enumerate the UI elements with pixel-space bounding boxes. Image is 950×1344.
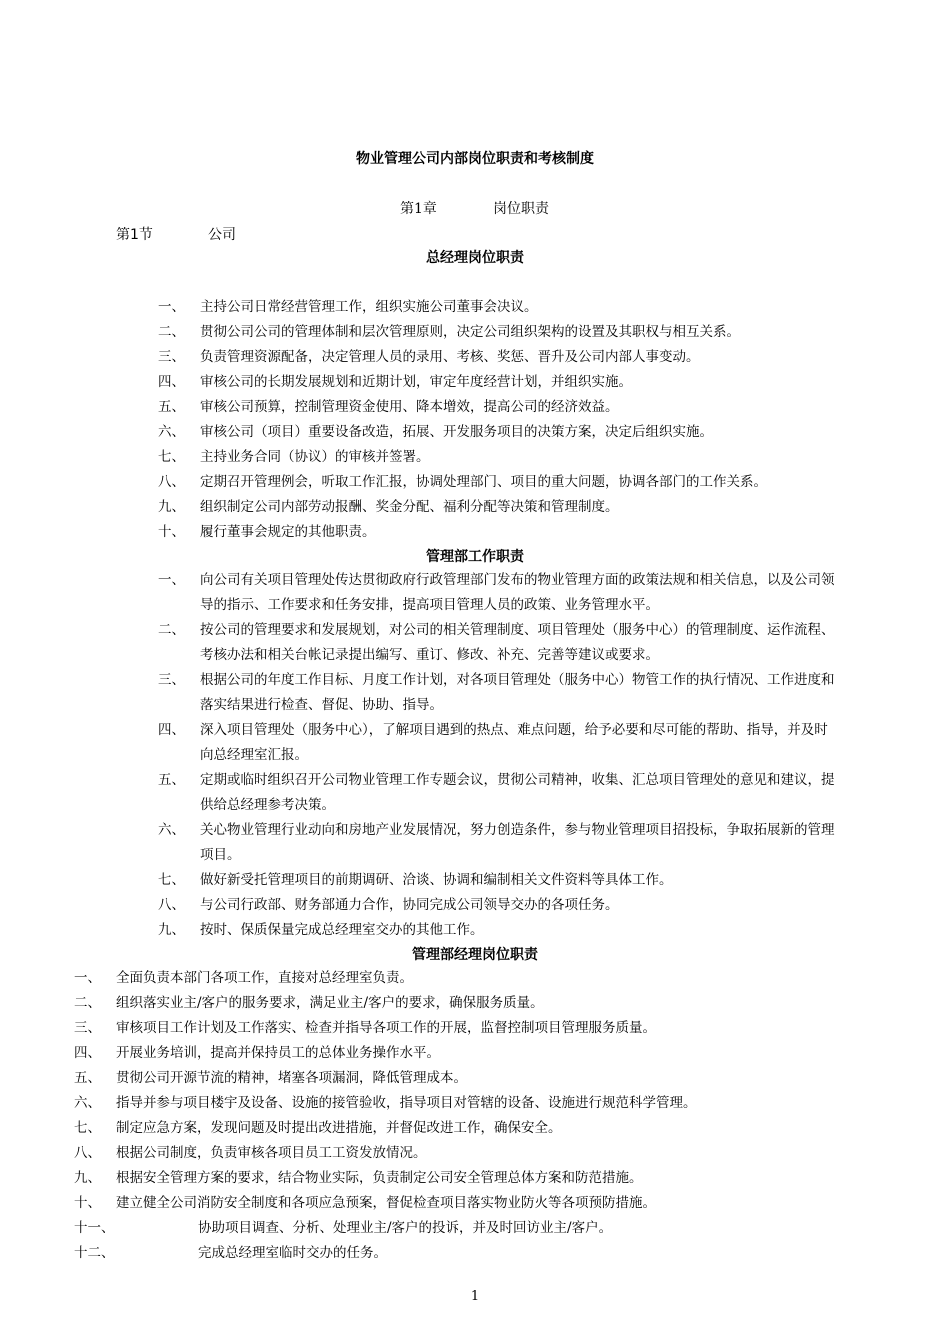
list-item-text: 根据公司制度，负责审核各项目员工工资发放情况。 — [116, 1145, 427, 1161]
list-item-text: 指导并参与项目楼宇及设备、设施的接管验收，指导项目对管辖的设备、设施进行规范科学管理。 — [116, 1095, 697, 1111]
list-item-text: 制定应急方案，发现问题及时提出改进措施，并督促改进工作，确保安全。 — [116, 1120, 562, 1136]
list-item-text: 履行董事会规定的其他职责。 — [200, 524, 376, 540]
list-item-number: 二、 — [74, 995, 101, 1011]
list-item-number: 四、 — [158, 374, 185, 390]
list-item-text: 按时、保质保量完成总经理室交办的其他工作。 — [200, 922, 484, 938]
list-item — [158, 370, 838, 395]
list-item — [158, 568, 838, 618]
list-item-number: 五、 — [158, 772, 185, 788]
page-number: 1 — [470, 1289, 480, 1304]
list-item-text: 与公司行政部、财务部通力合作，协同完成公司领导交办的各项任务。 — [200, 897, 619, 913]
list-item — [158, 345, 838, 370]
md-duties-heading: 管理部工作职责 — [426, 549, 524, 565]
list-item-text: 审核项目工作计划及工作落实、检查并指导各项工作的开展，监督控制项目管理服务质量。 — [116, 1020, 656, 1036]
list-item-text: 按公司的管理要求和发展规划，对公司的相关管理制度、项目管理处（服务中心）的管理制度、运作流程、考核办法和相关台帐记录提出编写、重订、修改、补充、完善等建议或要求。 — [200, 622, 835, 663]
list-item — [158, 445, 838, 470]
list-item — [74, 1016, 844, 1041]
list-item — [74, 991, 844, 1016]
list-item-number: 二、 — [158, 622, 185, 638]
list-item — [74, 1091, 844, 1116]
section-heading — [116, 224, 236, 244]
list-item-number: 三、 — [74, 1020, 101, 1036]
list-item — [74, 1191, 844, 1216]
list-item-number: 七、 — [74, 1120, 101, 1136]
list-item-text: 根据公司的年度工作目标、月度工作计划，对各项目管理处（服务中心）物管工作的执行情况、工作进度和落实结果进行检查、督促、协助、指导。 — [200, 672, 835, 713]
list-item-number: 四、 — [158, 722, 185, 738]
mm-duties-heading: 管理部经理岗位职责 — [412, 947, 538, 963]
list-item-number: 七、 — [158, 872, 185, 888]
list-item-text: 贯彻公司开源节流的精神，堵塞各项漏洞，降低管理成本。 — [116, 1070, 467, 1086]
list-item-number: 九、 — [158, 922, 185, 938]
chapter-heading — [400, 198, 549, 218]
list-item-number: 七、 — [158, 449, 185, 465]
list-item — [158, 320, 838, 345]
list-item — [158, 495, 838, 520]
list-item-text: 向公司有关项目管理处传达贯彻政府行政管理部门发布的物业管理方面的政策法规和相关信息，以及公司领导的指示、工作要求和任务安排，提高项目管理人员的政策、业务管理水平。 — [200, 572, 835, 613]
list-item-number: 一、 — [158, 572, 185, 588]
list-item-text: 组织落实业主/客户的服务要求，满足业主/客户的要求，确保服务质量。 — [116, 995, 544, 1011]
list-item-number: 九、 — [74, 1170, 101, 1186]
list-item-number: 一、 — [158, 299, 185, 315]
list-item — [158, 420, 838, 445]
mm-duties-list — [74, 966, 844, 1266]
list-item-text: 审核公司预算，控制管理资金使用、降本增效，提高公司的经济效益。 — [200, 399, 619, 415]
list-item-text: 定期或临时组织召开公司物业管理工作专题会议，贯彻公司精神，收集、汇总项目管理处的意见和建议，提供给总经理参考决策。 — [200, 772, 835, 813]
list-item — [74, 966, 844, 991]
list-item — [74, 1041, 844, 1066]
list-item-text: 完成总经理室临时交办的任务。 — [198, 1245, 387, 1261]
list-item — [74, 1166, 844, 1191]
list-item — [74, 1066, 844, 1091]
list-item-text: 定期召开管理例会，听取工作汇报，协调处理部门、项目的重大问题，协调各部门的工作关系。 — [200, 474, 767, 490]
list-item — [158, 395, 838, 420]
list-item-number: 五、 — [158, 399, 185, 415]
list-item-number: 十、 — [158, 524, 185, 540]
list-item — [158, 868, 838, 893]
list-item-number: 九、 — [158, 499, 185, 515]
list-item-text: 审核公司的长期发展规划和近期计划，审定年度经营计划，并组织实施。 — [200, 374, 632, 390]
list-item-number: 二、 — [158, 324, 185, 340]
md-duties-list — [158, 568, 838, 943]
list-item-number: 五、 — [74, 1070, 101, 1086]
list-item-text: 根据安全管理方案的要求，结合物业实际，负责制定公司安全管理总体方案和防范措施。 — [116, 1170, 643, 1186]
list-item-text: 协助项目调查、分析、处理业主/客户的投诉，并及时回访业主/客户。 — [198, 1220, 613, 1236]
list-item — [74, 1141, 844, 1166]
list-item-text: 审核公司（项目）重要设备改造，拓展、开发服务项目的决策方案，决定后组织实施。 — [200, 424, 713, 440]
list-item-text: 负责管理资源配备，决定管理人员的录用、考核、奖惩、晋升及公司内部人事变动。 — [200, 349, 700, 365]
list-item-text: 主持公司日常经营管理工作，组织实施公司董事会决议。 — [200, 299, 538, 315]
list-item — [158, 470, 838, 495]
list-item — [158, 893, 838, 918]
list-item-number: 十一、 — [74, 1220, 115, 1236]
list-item — [158, 520, 838, 545]
list-item-text: 深入项目管理处（服务中心），了解项目遇到的热点、难点问题，给予必要和尽可能的帮助、指导，并及时向总经理室汇报。 — [200, 722, 828, 763]
list-item-text: 主持业务合同（协议）的审核并签署。 — [200, 449, 430, 465]
section-number: 第1节 — [116, 227, 153, 243]
list-item-number: 四、 — [74, 1045, 101, 1061]
list-item-text: 关心物业管理行业动向和房地产业发展情况，努力创造条件，参与物业管理项目招投标，争取拓展新的管理项目。 — [200, 822, 835, 863]
list-item-number: 六、 — [158, 822, 185, 838]
list-item — [158, 295, 838, 320]
chapter-number: 第1章 — [400, 201, 437, 217]
list-item — [158, 768, 838, 818]
list-item — [74, 1241, 844, 1266]
list-item — [158, 818, 838, 868]
list-item-text: 做好新受托管理项目的前期调研、洽谈、协调和编制相关文件资料等具体工作。 — [200, 872, 673, 888]
list-item-text: 开展业务培训，提高并保持员工的总体业务操作水平。 — [116, 1045, 440, 1061]
list-item — [158, 618, 838, 668]
list-item-text: 全面负责本部门各项工作，直接对总经理室负责。 — [116, 970, 413, 986]
list-item-number: 十、 — [74, 1195, 101, 1211]
list-item-text: 贯彻公司公司的管理体制和层次管理原则，决定公司组织架构的设置及其职权与相互关系。 — [200, 324, 740, 340]
list-item-number: 八、 — [158, 474, 185, 490]
document-title: 物业管理公司内部岗位职责和考核制度 — [356, 151, 594, 167]
list-item — [158, 918, 838, 943]
list-item-number: 三、 — [158, 672, 185, 688]
list-item-number: 六、 — [158, 424, 185, 440]
list-item — [158, 718, 838, 768]
list-item-number: 六、 — [74, 1095, 101, 1111]
list-item-number: 八、 — [158, 897, 185, 913]
list-item-number: 八、 — [74, 1145, 101, 1161]
list-item-text: 组织制定公司内部劳动报酬、奖金分配、福利分配等决策和管理制度。 — [200, 499, 619, 515]
gm-duties-list — [158, 295, 838, 545]
chapter-title: 岗位职责 — [493, 201, 549, 217]
list-item — [158, 668, 838, 718]
list-item-number: 三、 — [158, 349, 185, 365]
list-item — [74, 1216, 844, 1241]
list-item-number: 一、 — [74, 970, 101, 986]
gm-duties-heading: 总经理岗位职责 — [426, 250, 524, 266]
list-item — [74, 1116, 844, 1141]
section-title: 公司 — [208, 227, 236, 243]
list-item-text: 建立健全公司消防安全制度和各项应急预案，督促检查项目落实物业防火等各项预防措施。 — [116, 1195, 656, 1211]
list-item-number: 十二、 — [74, 1245, 115, 1261]
